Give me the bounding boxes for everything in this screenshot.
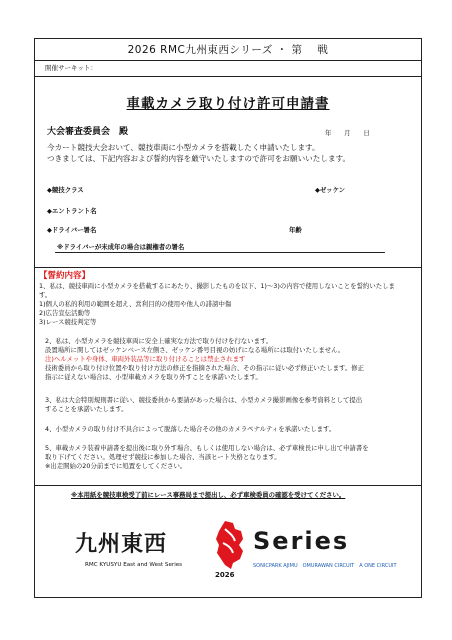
- section-divider: [35, 267, 421, 268]
- addressee: 大会審査委員会 殿: [47, 127, 129, 137]
- age-label: 年齢: [289, 226, 302, 234]
- document-title: [35, 92, 421, 112]
- logo-series-word: [253, 527, 349, 555]
- pledge-2-line-1: 2、私は、小型カメラを競技車両に安全上確実な方法で取り付けを行ないます。: [45, 337, 273, 345]
- pledge-1-item-2: 2)広告宣伝活動等: [39, 309, 91, 317]
- logo-circuits: SONICPARK AJIMU OMURAWAN CIRCUIT A ONE CIRCUIT: [253, 563, 397, 569]
- pledge-2-line-2: 設置場所に関してはゼッケンベース左側さ、ゼッケン番号目視の妨げになる場所には取付いたしません。: [45, 346, 345, 354]
- series-title: 2026 RMC九州東西シリーズ ・ 第 戦: [35, 39, 421, 61]
- intro-line-1: 今カート競技大会おいて、競技車両に小型カメラを搭載したく申請いたします。: [47, 143, 320, 152]
- application-form: [34, 38, 422, 598]
- class-label: ◆競技クラス: [47, 186, 84, 194]
- footer-note: [71, 491, 345, 500]
- logo-year: 2026: [215, 571, 235, 579]
- footer-divider: [35, 485, 421, 486]
- intro-line-2: つきましては、下記内容および誓約内容を厳守いたしますので許可をお願いいたします。: [47, 154, 351, 163]
- pledge-3-line-2: することを承諾いたします。: [45, 405, 128, 413]
- driver-label: ◆ドライバー署名: [47, 226, 97, 234]
- pledge-5-line-3: ※出走開始の20分前までに処置をしてください。: [45, 462, 187, 470]
- guardian-note: ※ドライバーが未成年の場合は親権者の署名: [57, 243, 185, 251]
- kyushu-map-icon: [213, 519, 249, 571]
- logo-series-word-text: Series: [253, 527, 350, 555]
- circuit-label: 開催サーキット：: [35, 61, 421, 77]
- document-title-text: 車載カメラ取り付け許可申請書: [126, 96, 330, 112]
- logo-caption: RMC KYUSYU East and West Series: [85, 562, 183, 568]
- series-logo: [35, 517, 421, 589]
- number-label: ◆ゼッケン: [315, 186, 346, 194]
- pledge-2-line-4: 技術委員から取り付け位置や取り付け方法の修正を指摘された場合、その指示に従い必ず修正いたします。修正: [45, 364, 365, 372]
- date-field: 年 月 日: [325, 129, 370, 137]
- pledge-3-line-1: 3、私は大会特別規則書に従い、競技委員から要請があった場合は、小型カメラ撮影画像を参考資料として提出: [45, 396, 363, 404]
- pledge-2-line-5: 指示に従えない場合は、小型車載カメラを取り外すことを承諾いたします。: [45, 373, 262, 381]
- pledge-1-line-2: す。: [39, 291, 52, 299]
- pledge-4: 4、小型カメラの取り付け不具合によって脱落した場合その他のカメラペナルティを承諾いたします。: [45, 425, 336, 433]
- pledge-5-line-2: 取り下げてください。処理せず競技に参加した場合、当該ヒート失格となります。: [45, 453, 281, 461]
- entrant-label: ◆エントラント名: [47, 207, 97, 215]
- pledge-1-item-1: 1)個人の私的利用の範囲を超え、営利目的の使用や他人の誹謗中傷: [39, 300, 232, 308]
- pledge-1-item-3: 3)レース競技判定等: [39, 318, 97, 326]
- guardian-signature-line: [55, 252, 385, 253]
- footer-note-text: ※本用紙を競技車検受了前にレース事務局まで提出し、必ず車検委員の確認を受けてください。: [71, 491, 346, 499]
- pledge-heading: 【誓約内容】: [39, 271, 91, 281]
- pledge-5-line-1: 5、車載カメラ装着申請書を提出後に取り外す場合、もしくは使用しない場合は、必ず車検長に申し出て申請書を: [45, 444, 369, 452]
- logo-kanji-text: 九州東西: [75, 532, 168, 557]
- pledge-1-line-1: 1、私は、競技車両に小型カメラを搭載するにあたり、撮影したものを以下、1)～3)の内容で使用しないことを誓約いたしま: [39, 282, 395, 290]
- pledge-2-warning: 注)ヘルメットや身体、車両外装品等に取り付けることは禁止されます: [45, 355, 246, 363]
- logo-kanji: [75, 527, 167, 558]
